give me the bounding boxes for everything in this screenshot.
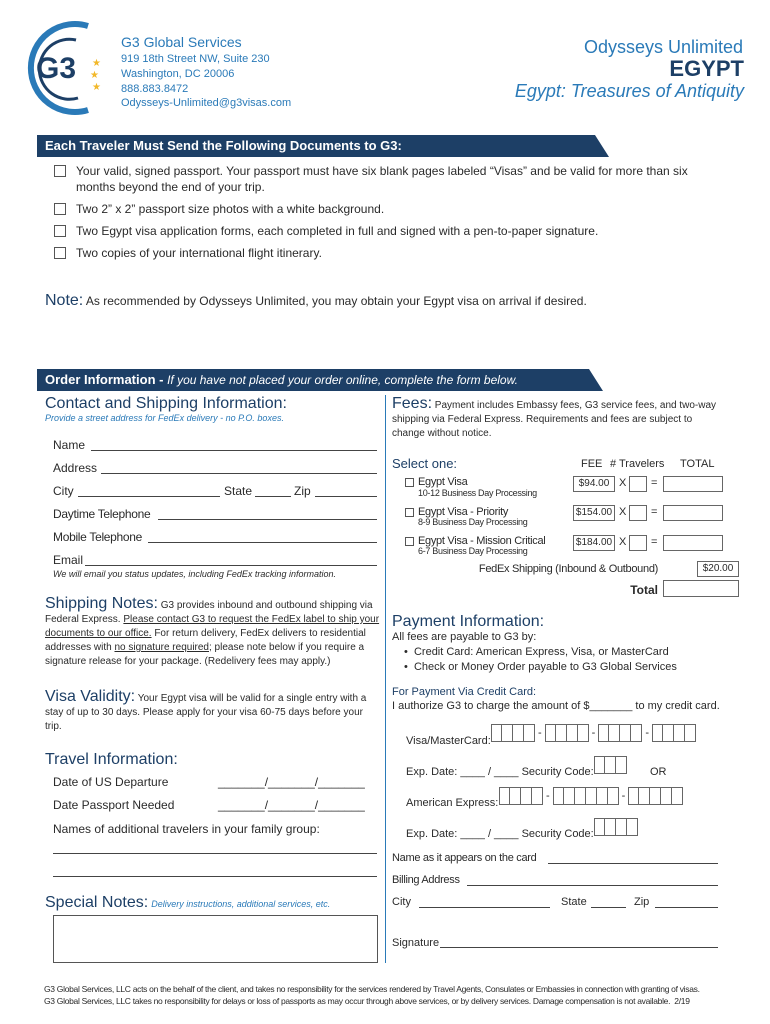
signature-label: Signature xyxy=(392,937,440,949)
total-box[interactable] xyxy=(663,476,723,492)
name-on-card-label: Name as it appears on the card xyxy=(392,852,537,864)
amex-card-number[interactable]: - - xyxy=(499,787,683,805)
fees-block: Fees: Payment includes Embassy fees, G3 service fees, and two-way shipping via Federal Express. Requirements and fees are subject to change without notice. xyxy=(392,395,717,439)
doc-checkbox[interactable] xyxy=(54,165,66,177)
needed-field[interactable]: _______/_______/_______ xyxy=(218,798,365,812)
travel-title: Travel Information: xyxy=(45,751,178,768)
name-field[interactable] xyxy=(91,450,377,451)
special-notes-box[interactable] xyxy=(53,915,378,963)
option-time: 6-7 Business Day Processing xyxy=(418,546,528,556)
amex-exp-label: Exp. Date: ____ / ____ Security Code: xyxy=(406,828,594,840)
option-checkbox[interactable] xyxy=(405,537,414,546)
doc-item: Two Egypt visa application forms, each completed in full and signed with a pen-to-paper signature. xyxy=(54,223,714,239)
shipping-notes: Shipping Notes: G3 provides inbound and outbound shipping via Federal Express. Please contact G3 to request the FedEx label to ship your documents to our office. For return delivery, FedEx delivers to residential addresses with no signature required; please note below if you require a signature release for your package. (Redelivery fees may apply.) xyxy=(45,595,380,667)
names-field-1[interactable] xyxy=(53,853,377,854)
column-divider xyxy=(385,395,386,963)
doc-item: Two copies of your international flight itinerary. xyxy=(54,245,714,261)
cc-title: For Payment Via Credit Card: xyxy=(392,686,537,698)
note-label: Note: xyxy=(45,292,84,309)
billing-state-label: State xyxy=(561,896,587,908)
contact-subtitle: Provide a street address for FedEx delivery - no P.O. boxes. xyxy=(45,413,284,423)
zip-field[interactable] xyxy=(315,496,377,497)
mobile-field[interactable] xyxy=(148,542,377,543)
footer-date: 2/19 xyxy=(674,996,690,1006)
col-total: TOTAL xyxy=(680,458,715,470)
contact-title: Contact and Shipping Information: xyxy=(45,395,287,412)
logo-text: G3 xyxy=(36,52,77,85)
names-label: Names of additional travelers in your family group: xyxy=(53,822,320,836)
shipping-fee: $20.00 xyxy=(697,561,739,577)
special-title: Special Notes: Delivery instructions, additional services, etc. xyxy=(45,894,331,911)
equals-symbol: = xyxy=(651,506,658,518)
doc-item: Your valid, signed passport. Your passport must have six blank pages labeled “Visas” and be valid for more than six months beyond the end of your trip. xyxy=(54,163,714,195)
city-label: City xyxy=(53,484,74,498)
method-2: • Check or Money Order payable to G3 Global Services xyxy=(404,661,677,673)
option-name: Egypt Visa - Mission Critical xyxy=(418,535,546,547)
name-on-card-field[interactable] xyxy=(548,863,718,864)
total-box[interactable] xyxy=(663,505,723,521)
option-time: 8-9 Business Day Processing xyxy=(418,517,528,527)
company-name: G3 Global Services xyxy=(121,34,242,50)
logo xyxy=(26,18,112,118)
visa-validity: Visa Validity: Your Egypt visa will be valid for a single entry with a stay of up to 30 days. Please apply for your visa 60-75 days before your trip. xyxy=(45,688,367,732)
state-field[interactable] xyxy=(255,496,291,497)
needed-label: Date Passport Needed xyxy=(53,798,175,812)
total-label: Total xyxy=(630,583,658,597)
names-field-2[interactable] xyxy=(53,876,377,877)
trip-operator: Odysseys Unlimited xyxy=(583,37,743,57)
or-text: OR xyxy=(650,766,667,778)
option-time: 10-12 Business Day Processing xyxy=(418,488,537,498)
billing-city-field[interactable] xyxy=(419,907,550,908)
visa-card-number[interactable]: - - - xyxy=(491,724,696,742)
billing-label: Billing Address xyxy=(392,874,460,886)
company-phone: 888.883.8472 xyxy=(121,83,189,95)
footer-line1: G3 Global Services, LLC acts on the behalf of the client, and takes no responsibility for the services rendered by Travel Agents, Consulates or Embassies in connection with granting of visas. xyxy=(44,984,700,994)
visa-security-code[interactable] xyxy=(594,756,627,774)
mobile-label: Mobile Telephone xyxy=(53,530,143,544)
times-symbol: X xyxy=(619,536,627,548)
company-address1: 919 18th Street NW, Suite 230 xyxy=(121,53,270,65)
visa-exp-label: Exp. Date: ____ / ____ Security Code: xyxy=(406,766,594,778)
company-email[interactable]: Odysseys-Unlimited@g3visas.com xyxy=(121,97,292,109)
company-address2: Washington, DC 20006 xyxy=(121,68,235,80)
billing-field[interactable] xyxy=(467,885,718,886)
svg-text:★: ★ xyxy=(90,70,99,81)
trip-tour: Egypt: Treasures of Antiquity xyxy=(514,81,744,101)
col-travelers: # Travelers xyxy=(610,458,665,470)
times-symbol: X xyxy=(619,477,627,489)
state-label: State xyxy=(224,484,253,498)
travelers-box[interactable] xyxy=(629,476,647,492)
documents-header: Each Traveler Must Send the Following Documents to G3: xyxy=(37,135,595,157)
times-symbol: X xyxy=(619,506,627,518)
billing-zip-field[interactable] xyxy=(655,907,718,908)
equals-symbol: = xyxy=(651,477,658,489)
select-one: Select one: xyxy=(392,456,458,471)
email-note: We will email you status updates, including FedEx tracking information. xyxy=(53,569,336,579)
logo-stars: ★ xyxy=(92,58,101,69)
note-text: As recommended by Odysseys Unlimited, you may obtain your Egypt visa on arrival if desired. xyxy=(85,294,587,308)
departure-label: Date of US Departure xyxy=(53,775,169,789)
trip-country: EGYPT xyxy=(669,56,744,81)
billing-state-field[interactable] xyxy=(591,907,626,908)
amex-security-code[interactable] xyxy=(594,818,638,836)
method-1: • Credit Card: American Express, Visa, or MasterCard xyxy=(404,646,669,658)
address-field[interactable] xyxy=(101,473,377,474)
option-name: Egypt Visa - Priority xyxy=(418,506,509,518)
order-header: Order Information - If you have not placed your order online, complete the form below. xyxy=(37,369,589,391)
authorize-text: I authorize G3 to charge the amount of $_______ to my credit card. xyxy=(392,700,720,712)
billing-zip-label: Zip xyxy=(634,896,650,908)
svg-text:★: ★ xyxy=(92,82,101,93)
payable-text: All fees are payable to G3 by: xyxy=(392,631,537,643)
travelers-box[interactable] xyxy=(629,535,647,551)
shipping-fee-label: FedEx Shipping (Inbound & Outbound) xyxy=(478,563,658,575)
zip-label: Zip xyxy=(294,484,311,498)
option-checkbox[interactable] xyxy=(405,478,414,487)
email-label: Email xyxy=(53,553,84,567)
doc-checkbox[interactable] xyxy=(54,247,66,259)
option-fee: $94.00 xyxy=(573,476,615,492)
billing-city-label: City xyxy=(392,896,411,908)
option-checkbox[interactable] xyxy=(405,508,414,517)
departure-field[interactable]: _______/_______/_______ xyxy=(218,775,365,789)
doc-item: Two 2” x 2” passport size photos with a white background. xyxy=(54,201,714,217)
payment-title: Payment Information: xyxy=(392,613,545,630)
col-fee: FEE xyxy=(581,458,603,470)
doc-checkbox[interactable] xyxy=(54,225,66,237)
note xyxy=(45,292,587,310)
travelers-box[interactable] xyxy=(629,505,647,521)
signature-field[interactable] xyxy=(440,947,718,948)
option-fee: $184.00 xyxy=(573,535,615,551)
total-box[interactable] xyxy=(663,535,723,551)
daytime-label: Daytime Telephone xyxy=(53,507,151,521)
address-label: Address xyxy=(53,461,98,475)
footer-line2: G3 Global Services, LLC takes no responsibility for delays or loss of passports as may occur through above services, or by delivery services. Damage compensation is not available. 2/19 xyxy=(44,996,690,1006)
amex-label: American Express: xyxy=(406,797,499,809)
equals-symbol: = xyxy=(651,536,658,548)
grand-total-box[interactable] xyxy=(663,580,739,597)
visa-mc-label: Visa/MasterCard: xyxy=(406,735,491,747)
doc-checkbox[interactable] xyxy=(54,203,66,215)
option-name: Egypt Visa xyxy=(418,476,468,488)
daytime-field[interactable] xyxy=(158,519,377,520)
name-label: Name xyxy=(53,438,86,452)
email-field[interactable] xyxy=(85,565,377,566)
city-field[interactable] xyxy=(78,496,220,497)
option-fee: $154.00 xyxy=(573,505,615,521)
